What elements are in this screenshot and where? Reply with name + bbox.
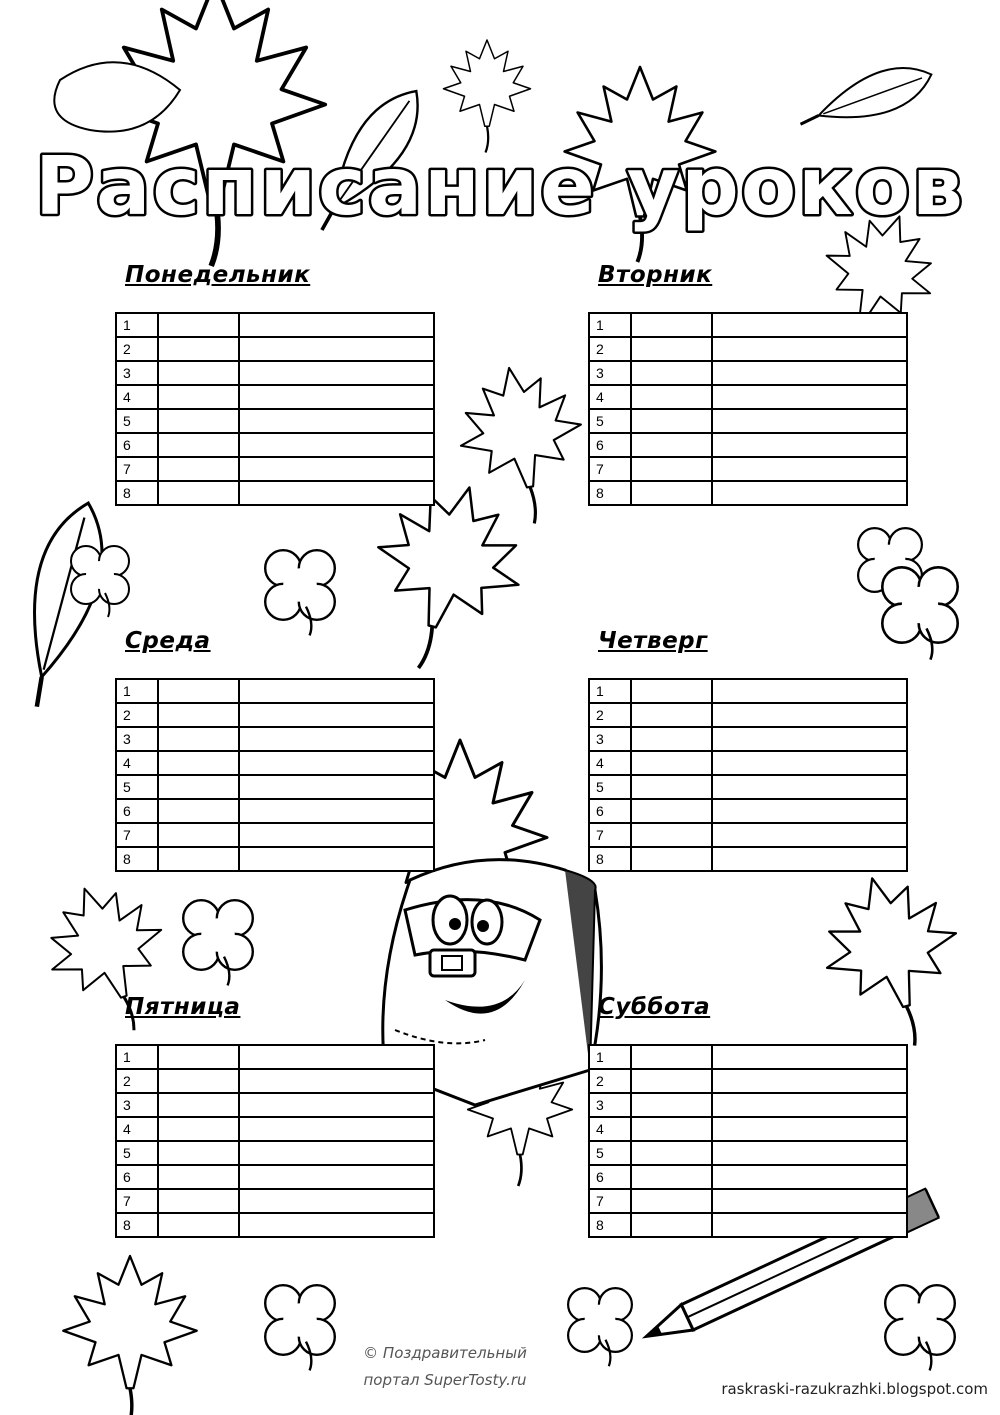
table-row [589,1189,907,1213]
lesson-number: 8 [116,847,158,871]
table-row [116,433,434,457]
time-cell[interactable] [631,361,712,385]
subject-cell[interactable] [239,847,434,871]
subject-cell[interactable] [239,361,434,385]
table-row [589,1165,907,1189]
lesson-number: 3 [116,1093,158,1117]
lesson-number: 7 [589,1189,631,1213]
time-cell[interactable] [158,703,239,727]
time-cell[interactable] [158,337,239,361]
copyright-line-2: портал SuperTosty.ru [363,1371,527,1389]
subject-cell[interactable] [712,457,907,481]
table-row [116,1213,434,1237]
subject-cell[interactable] [239,1165,434,1189]
time-cell[interactable] [158,1069,239,1093]
lesson-number: 5 [116,409,158,433]
subject-cell[interactable] [712,361,907,385]
subject-cell[interactable] [712,481,907,505]
subject-cell[interactable] [712,751,907,775]
time-cell[interactable] [631,679,712,703]
time-cell[interactable] [631,1141,712,1165]
time-cell[interactable] [158,457,239,481]
subject-cell[interactable] [712,799,907,823]
schedule-table [588,312,908,506]
lesson-number: 2 [589,703,631,727]
table-row [116,1093,434,1117]
subject-cell[interactable] [712,727,907,751]
table-row [589,1093,907,1117]
table-row [116,361,434,385]
time-cell[interactable] [631,337,712,361]
subject-cell[interactable] [239,1093,434,1117]
subject-cell[interactable] [239,481,434,505]
lesson-number: 1 [116,313,158,337]
subject-cell[interactable] [712,823,907,847]
time-cell[interactable] [631,823,712,847]
table-row [589,751,907,775]
lesson-number: 6 [589,1165,631,1189]
time-cell[interactable] [631,313,712,337]
lesson-number: 1 [116,1045,158,1069]
subject-cell[interactable] [239,679,434,703]
lesson-number: 4 [116,1117,158,1141]
page-title [20,138,980,238]
table-row [116,313,434,337]
subject-cell[interactable] [712,679,907,703]
table-row [589,1213,907,1237]
time-cell[interactable] [158,1213,239,1237]
copyright-line-1: © Поздравительный [363,1344,527,1362]
subject-cell[interactable] [712,409,907,433]
table-row [589,679,907,703]
lesson-number: 2 [116,337,158,361]
subject-cell[interactable] [712,775,907,799]
table-row [116,1141,434,1165]
lesson-number: 2 [116,703,158,727]
subject-cell[interactable] [239,1045,434,1069]
table-row [116,1069,434,1093]
copyright-notice [330,1340,560,1394]
subject-cell[interactable] [239,409,434,433]
subject-cell[interactable] [239,457,434,481]
table-row [116,775,434,799]
table-row [589,385,907,409]
lesson-number: 7 [116,457,158,481]
subject-cell[interactable] [712,337,907,361]
lesson-number: 8 [589,481,631,505]
subject-cell[interactable] [239,1141,434,1165]
lesson-number: 3 [589,361,631,385]
time-cell[interactable] [631,1045,712,1069]
table-row [116,1117,434,1141]
table-row [589,847,907,871]
table-row [116,1189,434,1213]
lesson-number: 5 [116,775,158,799]
lesson-number: 8 [116,481,158,505]
day-title: Четверг [598,628,708,654]
subject-cell[interactable] [239,727,434,751]
lesson-number: 5 [116,1141,158,1165]
subject-cell[interactable] [712,1165,907,1189]
subject-cell[interactable] [239,775,434,799]
time-cell[interactable] [631,409,712,433]
lesson-number: 4 [589,751,631,775]
lesson-number: 1 [589,1045,631,1069]
table-row [589,1045,907,1069]
table-row [116,337,434,361]
time-cell[interactable] [158,1117,239,1141]
lesson-number: 3 [116,361,158,385]
time-cell[interactable] [158,361,239,385]
subject-cell[interactable] [712,1189,907,1213]
subject-cell[interactable] [712,433,907,457]
subject-cell[interactable] [239,799,434,823]
table-row [589,775,907,799]
subject-cell[interactable] [239,1069,434,1093]
table-row [589,313,907,337]
subject-cell[interactable] [239,433,434,457]
time-cell[interactable] [158,775,239,799]
lesson-number: 3 [589,1093,631,1117]
table-row [116,1165,434,1189]
day-title: Понедельник [125,262,311,288]
lesson-number: 4 [116,385,158,409]
subject-cell[interactable] [239,823,434,847]
subject-cell[interactable] [239,703,434,727]
time-cell[interactable] [631,385,712,409]
lesson-number: 2 [589,337,631,361]
table-row [589,703,907,727]
lesson-number: 8 [116,1213,158,1237]
lesson-number: 8 [589,1213,631,1237]
lesson-number: 8 [589,847,631,871]
website-credit: raskraski-razukrazhki.blogspot.com [721,1380,988,1398]
subject-cell[interactable] [712,1045,907,1069]
time-cell[interactable] [158,433,239,457]
table-row [116,823,434,847]
lesson-number: 5 [589,775,631,799]
time-cell[interactable] [631,799,712,823]
table-row [589,1069,907,1093]
schedule-table [115,312,435,506]
time-cell[interactable] [158,727,239,751]
time-cell[interactable] [631,1117,712,1141]
lesson-number: 4 [589,1117,631,1141]
table-row [589,481,907,505]
subject-cell[interactable] [712,1141,907,1165]
lesson-number: 4 [116,751,158,775]
time-cell[interactable] [158,1189,239,1213]
time-cell[interactable] [158,1045,239,1069]
time-cell[interactable] [158,799,239,823]
subject-cell[interactable] [239,385,434,409]
subject-cell[interactable] [712,1213,907,1237]
time-cell[interactable] [631,775,712,799]
table-row [116,457,434,481]
subject-cell[interactable] [712,313,907,337]
lesson-number: 1 [116,679,158,703]
lesson-number: 7 [116,823,158,847]
time-cell[interactable] [158,679,239,703]
table-row [589,457,907,481]
schedule-table [588,1044,908,1238]
table-row [589,409,907,433]
time-cell[interactable] [631,1093,712,1117]
time-cell[interactable] [158,847,239,871]
table-row [116,481,434,505]
time-cell[interactable] [158,481,239,505]
subject-cell[interactable] [712,847,907,871]
schedule-table [588,678,908,872]
time-cell[interactable] [158,1165,239,1189]
table-row [116,409,434,433]
time-cell[interactable] [631,751,712,775]
day-title: Пятница [125,994,241,1020]
table-row [589,727,907,751]
table-row [116,751,434,775]
page-title-text: Расписание уроков [35,140,965,233]
time-cell[interactable] [631,847,712,871]
table-row [116,385,434,409]
lesson-number: 7 [589,457,631,481]
table-row [589,433,907,457]
time-cell[interactable] [631,1069,712,1093]
subject-cell[interactable] [712,1069,907,1093]
subject-cell[interactable] [239,751,434,775]
time-cell[interactable] [631,457,712,481]
schedule-table [115,678,435,872]
lesson-number: 2 [589,1069,631,1093]
lesson-number: 2 [116,1069,158,1093]
subject-cell[interactable] [239,1213,434,1237]
subject-cell[interactable] [239,313,434,337]
table-row [589,1141,907,1165]
lesson-number: 3 [116,727,158,751]
table-row [116,847,434,871]
time-cell[interactable] [631,703,712,727]
day-title: Суббота [598,994,711,1020]
table-row [589,1117,907,1141]
lesson-number: 6 [116,799,158,823]
lesson-number: 6 [589,433,631,457]
time-cell[interactable] [158,409,239,433]
table-row [589,799,907,823]
subject-cell[interactable] [712,1117,907,1141]
table-row [589,361,907,385]
day-title: Вторник [598,262,713,288]
time-cell[interactable] [631,727,712,751]
lesson-number: 6 [116,1165,158,1189]
time-cell[interactable] [158,385,239,409]
subject-cell[interactable] [239,1189,434,1213]
table-row [116,703,434,727]
lesson-number: 3 [589,727,631,751]
time-cell[interactable] [158,1141,239,1165]
subject-cell[interactable] [239,1117,434,1141]
table-row [589,337,907,361]
time-cell[interactable] [631,481,712,505]
time-cell[interactable] [158,1093,239,1117]
subject-cell[interactable] [239,337,434,361]
subject-cell[interactable] [712,1093,907,1117]
lesson-number: 1 [589,679,631,703]
day-title: Среда [125,628,211,654]
lesson-number: 6 [116,433,158,457]
lesson-number: 4 [589,385,631,409]
time-cell[interactable] [158,313,239,337]
table-row [116,727,434,751]
subject-cell[interactable] [712,703,907,727]
lesson-number: 5 [589,409,631,433]
time-cell[interactable] [158,751,239,775]
time-cell[interactable] [631,1165,712,1189]
time-cell[interactable] [631,1213,712,1237]
lesson-number: 6 [589,799,631,823]
time-cell[interactable] [631,433,712,457]
time-cell[interactable] [158,823,239,847]
time-cell[interactable] [631,1189,712,1213]
table-row [116,679,434,703]
schedule-table [115,1044,435,1238]
table-row [116,799,434,823]
lesson-number: 7 [116,1189,158,1213]
lesson-number: 5 [589,1141,631,1165]
lesson-number: 7 [589,823,631,847]
lesson-number: 1 [589,313,631,337]
subject-cell[interactable] [712,385,907,409]
table-row [589,823,907,847]
table-row [116,1045,434,1069]
